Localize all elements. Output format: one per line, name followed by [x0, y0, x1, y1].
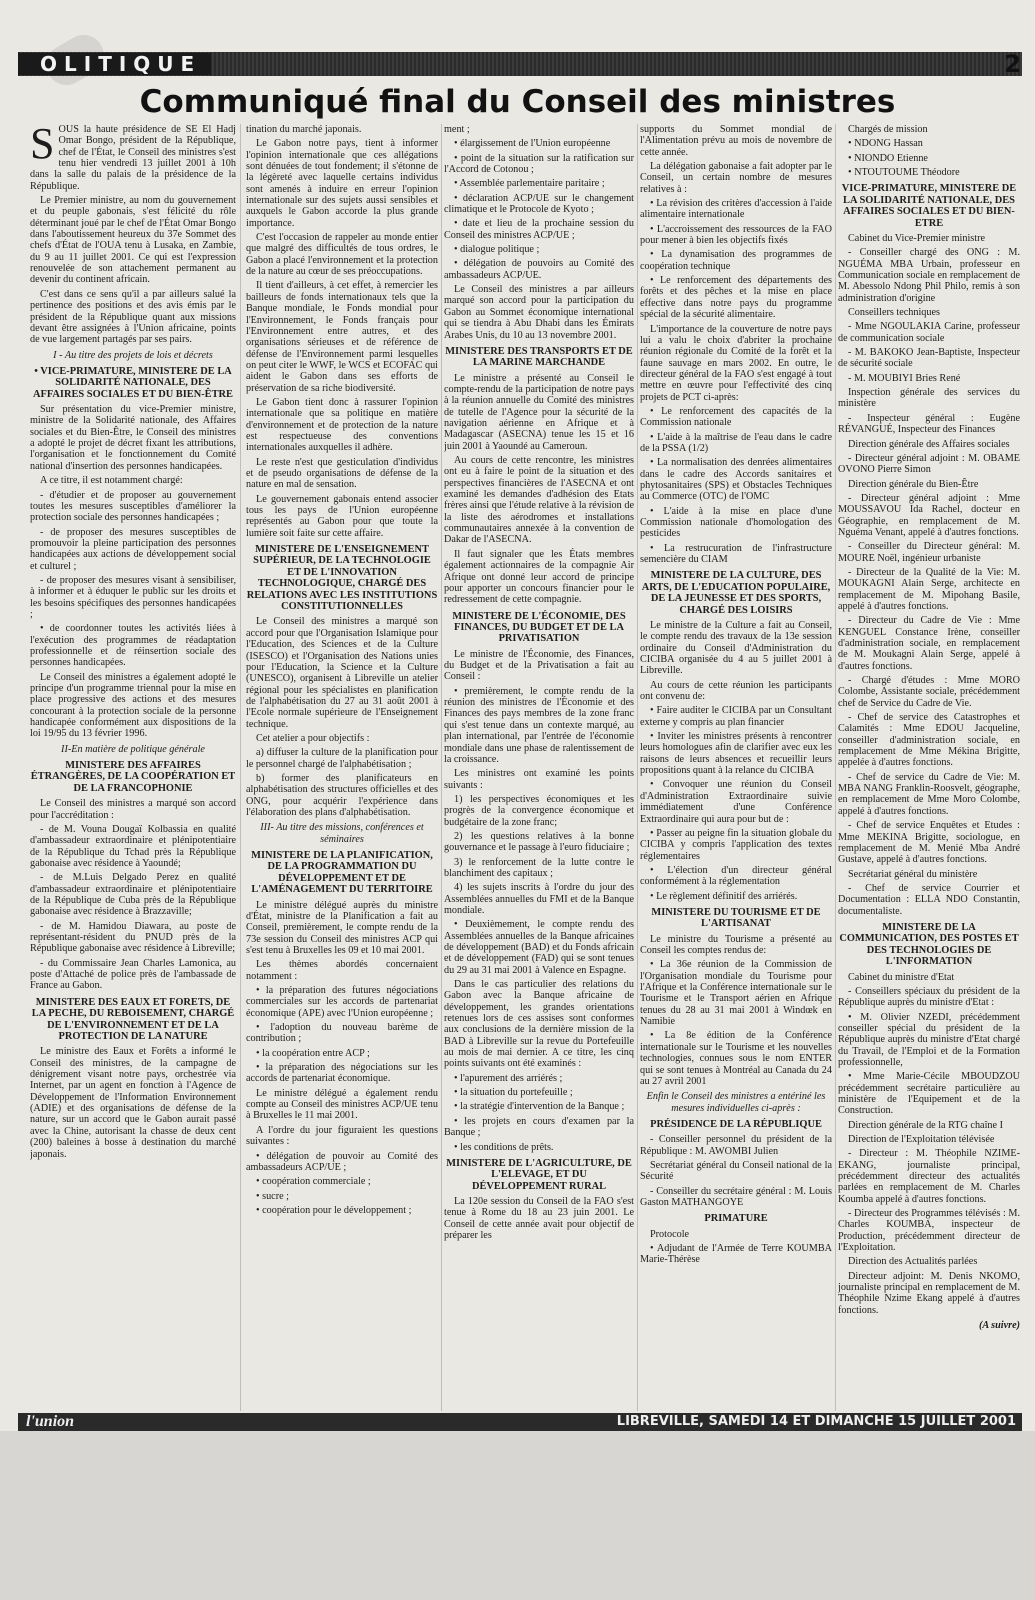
ministry-heading: MINISTERE DES EAUX ET FORETS, DE LA PECHE, DU REBOISEMENT, CHARGÉ DE L'ENVIRONNEMENT ET DE LA PROTECTION DE LA NATURE — [31, 996, 235, 1042]
paragraph: • Passer au peigne fin la situation globale du CICIBA y compris l'application des textes réglementaires — [640, 827, 832, 862]
article-column-2 — [246, 124, 438, 1411]
ministry-heading: MINISTERE DE LA PLANIFICATION, DE LA PROGRAMMATION DU DÉVELOPPEMENT ET DE L'AMÉNAGEMENT DU TERRITOIRE — [251, 850, 433, 896]
column-rule — [441, 124, 442, 1411]
paragraph: • l'apurement des arriérés ; — [454, 1072, 563, 1084]
paragraph: Inspection générale des services du ministère — [838, 387, 1020, 410]
paragraph: 2) les questions relatives à la bonne gouvernance et le passage à l'euro fiduciaire ; — [444, 830, 634, 854]
paragraph: • l'adoption du nouveau barème de contribution ; — [246, 1022, 438, 1045]
subsection-title: III- Au titre des missions, conférences et séminaires — [260, 822, 424, 845]
paragraph: 3) le renforcement de la lutte contre le blanchiment des capitaux ; — [444, 856, 634, 879]
paragraph: • La restrucuration de l'infrastructure semencière du CIAM — [640, 542, 832, 566]
ministry-heading: MINISTERE DE L'ÉCONOMIE, DES FINANCES, DU BUDGET ET DE LA PRIVATISATION — [452, 610, 626, 645]
paragraph: C'est dans ce sens qu'il a par ailleurs salué la pertinence des positions et des avis émis par le président de la République quant aux missions devant être assignées à l'Union africaine, points de vue largement partagés par ses pairs. — [30, 288, 236, 346]
paragraph: • de coordonner toutes les activités liées à l'exécution des programmes de réadaptation professionnelle et de réinsertion sociale des personnes handicapées. — [30, 623, 236, 669]
paragraph: Cabinet du Vice-Premier ministre — [848, 233, 985, 244]
paragraph: • Faire auditer le CICIBA par un Consultant externe y compris au plan financier — [640, 705, 832, 728]
paragraph: - Directeur général adjoint : M. OBAME OVONO Pierre Simon — [838, 452, 1020, 476]
article-column-4 — [640, 124, 832, 1411]
paragraph: • la situation du portefeuille ; — [454, 1087, 573, 1099]
paragraph: La 120e session du Conseil de la FAO s'est tenue à Rome du 18 au 23 juin 2001. Le Conseil de cette année avait pour objectif de préparer les — [444, 1196, 634, 1242]
paragraph: - Conseillers spéciaux du président de la République auprès du ministre d'Etat : — [838, 985, 1020, 1009]
ministry-heading: MINISTERE DE L'ENSEIGNEMENT SUPÉRIEUR, DE LA TECHNOLOGIE ET DE L'INNOVATION TECHNOLOGIQUE, CHARGÉ DES RELATIONS AVEC LES INSTITUTIONS CONSTITUTIONNELLES — [246, 544, 438, 613]
paragraph: Direction générale de la RTG chaîne I — [848, 1119, 1003, 1131]
paragraph: Les thèmes abordés concernaient notamment : — [246, 959, 438, 982]
paragraph: Le Conseil des ministres a par ailleurs marqué son accord pour la participation du Gabon au Sommet économique international qui se tiendra à Abu Dhabi dans les Émirats Arabes Unis, du 10 au 13 novembre 2001. — [444, 284, 634, 341]
paragraph: • la préparation des négociations sur les accords de partenariat économique. — [246, 1062, 438, 1085]
column-rule — [240, 124, 241, 1411]
paragraph: Cabinet du ministre d'Etat — [848, 971, 955, 983]
paragraph: • L'élection d'un directeur général conformément à la réglementation — [640, 864, 832, 888]
paragraph: • coopération pour le développement ; — [256, 1204, 412, 1216]
paragraph: • NIONDO Etienne — [848, 152, 928, 164]
ministry-heading: PRIMATURE — [704, 1213, 768, 1225]
paragraph: Direction des Actualités parlées — [848, 1256, 978, 1268]
paragraph: supports du Sommet mondial de l'Alimentation prévu au mois de novembre de cette année. — [640, 124, 832, 158]
paragraph: Le ministre délégué auprès du ministre d'État, ministre de la Planification a fait au Conseil, premièrement, le compte rendu de la 73e session du Conseil des ministres ACP qui s'est tenu à Bruxelles les 09 et 10 mai 2001. — [246, 899, 438, 956]
paragraph: • Le renforcement des départements des forêts et des pêches et la mise en place effective dans notre pays du programme spécial de la sécurité alimentaire. — [640, 275, 832, 321]
paragraph: • La 8e édition de la Conférence internationale sur le Tourisme et les nouvelles technologies, connues sous le nom ENTER qui se sont tenues à Montréal au Canada du 24 au 27 avril 2001 — [640, 1030, 832, 1087]
paragraph: Le Conseil des ministres a également adopté le principe d'un programme triennal pour la mise en place progressive des actions et des mesures concourant à la protection sociale de la personne handicapée conformément aux dispositions de la loi 19/95 du 13 février 1996. — [30, 671, 236, 740]
paragraph: Le Gabon tient donc à rassurer l'opinion internationale que sa politique en matière d'environnement et de protection de la nature est respectueuse des conventions internationales auxquelles il adhère. — [246, 396, 438, 454]
page-margin — [0, 1431, 1035, 1600]
paragraph: Le ministre a présenté au Conseil le compte-rendu de la participation de notre pays à la réunion annuelle du Comité des ministres de tutelle de l'Agence pour la sécurité de la navigation aérienne en Afrique et à Madagascar (ASECNA) tenue les 15 et 16 juin 2001 à Yaoundé au Cameroun. — [444, 372, 634, 452]
paragraph: Le ministre des Eaux et Forêts a informé le Conseil des ministres, de la campagne de dénigrement visant notre pays, orchestrée via Internet, par un agent en fonction à l'Agence de Développement de l'Information Environnement (ADIE) et des organisations de défense de la nature, sur un accord que le Gabon aurait passé avec la Chine, autorisant la chasse de deux cent (200) baleines à bosse à destination du marché japonais. — [30, 1046, 236, 1160]
paragraph: • L'aide à la maîtrise de l'eau dans le cadre de la PSSA (1/2) — [640, 431, 832, 454]
paragraph — [30, 124, 236, 192]
paragraph: • dialogue politique ; — [454, 244, 540, 256]
paragraph: • Assemblée parlementaire paritaire ; — [454, 178, 605, 190]
drop-cap: S — [30, 124, 55, 168]
issue-date: LIBREVILLE, SAMEDI 14 ET DIMANCHE 15 JUILLET 2001 — [616, 1414, 1016, 1429]
paragraph: Sur présentation du vice-Premier ministre, ministre de la Solidarité nationale, des Affaires sociales et du Bien-Être, le Conseil des ministres a adopté le projet de décret fixant les attributions, l'organisation et le fonctionnement du Comité national d'insertion des personnes handicapées. — [30, 404, 236, 472]
paragraph: - d'étudier et de proposer au gouvernement toutes les mesures susceptibles d'améliorer la protection sociale des personnes handicapées ; — [30, 489, 236, 524]
paragraph: Le ministre de la Culture a fait au Conseil, le compte rendu des travaux de la 13e session ordinaire du Conseil d'Administration du CICIBA organisée du 4 au 5 juillet 2001 à Libreville. — [640, 620, 832, 677]
paragraph: • Le règlement définitif des arriérés. — [650, 890, 798, 902]
subsection-title: Enfin le Conseil des ministres a entériné les mesures individuelles ci-après : — [646, 1091, 826, 1114]
paragraph: • délégation de pouvoirs au Comité des ambassadeurs ACP/UE. — [444, 258, 634, 281]
paragraph: - Conseiller du secrétaire général : M. Louis Gaston MATHANGOYE — [640, 1185, 832, 1208]
paragraph: • la stratégie d'intervention de la Banque ; — [454, 1101, 625, 1113]
ministry-heading: MINISTERE DU TOURISME ET DE L'ARTISANAT — [651, 906, 821, 930]
paragraph: Cet atelier a pour objectifs : — [256, 732, 370, 744]
paragraph: A ce titre, il est notamment chargé: — [40, 475, 183, 487]
to-be-continued: (A suivre) — [978, 1320, 1020, 1332]
paragraph: • la préparation des futures négociations commerciales sur les accords de partenariat économique (APE) avec l'Union européenne ; — [246, 985, 438, 1019]
paragraph: Le Premier ministre, au nom du gouvernement et du peuple gabonais, s'est félicité du rôle déterminant joué par le chef de l'État Omar Bongo dans l'aboutissement heureux du 37e Sommet des chefs d'État de l'OUA tenu à Lusaka, en Zambie, du 9 au 11 juillet 2001. Ce qui est l'expression renouvelée de son attachement permanent au devenir du continent africain. — [30, 195, 236, 286]
paragraph-text: OUS la haute présidence de SE El Hadj Omar Bongo, président de la République, chef de l'État, le Conseil des ministres s'est tenu hier vendredi 13 juillet 2001 à 10h dans la salle du palais de la présidence de la République. — [30, 124, 236, 192]
paragraph: Le ministre délégué a également rendu compte au Conseil des ministres ACP/UE tenu à Bruxelles le 11 mai 2001. — [246, 1087, 438, 1122]
paragraph: C'est l'occasion de rappeler au monde entier que malgré des difficultés de tous ordres, le Gabon a placé l'environnement et la protection de la nature au cœur de ses préoccupations. — [246, 232, 438, 278]
paragraph: - Chef de service des Catastrophes et Calamités : Mme EDOU Jacqueline, conseiller d'administration sociale, en remplacement de Mme Mékina Brigitte, appelée à d'autres fonctions. — [838, 712, 1020, 769]
paragraph: • L'aide à la mise en place d'une Commission nationale d'homologation des pesticides — [640, 505, 832, 540]
paragraph: - du Commissaire Jean Charles Lamonica, au poste d'Attaché de police près de l'ambassade de France au Gabon. — [30, 957, 236, 992]
paragraph: Il faut signaler que les États membres également actionnaires de la compagnie Air Afrique ont donné leur accord de principe pour apporter un concours financier pour le redressement de cette compagnie. — [444, 548, 634, 606]
column-rule — [835, 124, 836, 1411]
paragraph: - Directeur : M. Théophile NZIME-EKANG, journaliste principal, précédemment directeur des actualités parlées en remplacement de M. Charles Koumba appelé à d'autres fonctions. — [838, 1148, 1020, 1205]
article-column-1 — [30, 124, 236, 1411]
paragraph: Direction générale des Affaires sociales — [848, 438, 1010, 450]
paragraph: Le ministre du Tourisme a présenté au Conseil les comptes rendus de: — [640, 933, 832, 957]
paragraph: • Adjudant de l'Armée de Terre KOUMBA Marie-Thérèse — [640, 1243, 832, 1266]
paragraph: Dans le cas particulier des relations du Gabon avec la Banque africaine de développement, les grandes orientations retenues lors de ces assises sont conformes aux conclusions de la dernière mission de la BAD à Libreville sur la revue du Portefeuille au mois de mai dernier. A ce titre, les cinq points suivants ont été examinés : — [444, 979, 634, 1070]
paragraph: • la coopération entre ACP ; — [256, 1047, 370, 1059]
column-rule — [637, 124, 638, 1411]
subsection-title: II-En matière de politique générale — [61, 743, 205, 755]
paragraph: • L'accroissement des ressources de la FAO pour mener à bien les objectifs fixés — [640, 223, 832, 247]
paragraph: Le Conseil des ministres a marqué son accord pour l'accréditation : — [30, 798, 236, 821]
ministry-heading: MINISTERE DES TRANSPORTS ET DE LA MARINE MARCHANDE — [445, 345, 633, 369]
paragraph: • date et lieu de la prochaine session du Conseil des ministres ACP/UE ; — [444, 218, 634, 241]
paragraph: - Directeur du Cadre de Vie : Mme KENGUEL Constance Irène, conseiller d'administration sociale, en remplacement de M. Moukagni Alain Serge, appelé à d'autres fonctions. — [838, 615, 1020, 672]
paragraph: • point de la situation sur la ratification sur l'Accord de Cotonou ; — [444, 152, 634, 176]
paragraph: Le ministre de l'Économie, des Finances, du Budget et de la Privatisation a fait au Conseil : — [444, 648, 634, 683]
article-column-5 — [838, 124, 1020, 1411]
ministry-heading: PRÉSIDENCE DE LA RÉPUBLIQUE — [650, 1118, 822, 1130]
paragraph: • les projets en cours d'examen par la Banque ; — [444, 1115, 634, 1139]
paragraph: - Directeur général adjoint : Mme MOUSSAVOU Ida Rachel, docteur en Géographie, en remplacement de M. Nguéma Venant, appelé à d'autres fonctions. — [838, 492, 1020, 538]
paragraph: • Inviter les ministres présents à rencontrer leurs homologues afin de clarifier avec eux les raisons de leurs absences et recueillir leurs propositions quant à la relance du CICIBA — [640, 731, 832, 777]
ministry-heading: MINISTERE DE LA COMMUNICATION, DES POSTES ET DES TECHNOLOGIES DE L'INFORMATION — [839, 921, 1019, 968]
section-title: OLITIQUE — [18, 53, 211, 75]
paragraph: Direction générale du Bien-Être — [848, 478, 979, 490]
paragraph: • NTOUTOUME Théodore — [848, 167, 960, 179]
newspaper-logo: l'union — [26, 1413, 75, 1430]
paragraph: • coopération commerciale ; — [256, 1176, 371, 1188]
paragraph: Chargés de mission — [848, 124, 928, 135]
paragraph: Le Conseil des ministres a marqué son accord pour que l'Organisation Islamique pour l'Education, des Sciences et de la Culture (ISESCO) et l'Organisation des Nations unies pour l'Education, la Science et la Culture (UNESCO), organisent à Libreville un atelier régional pour les spécialistes en planification de l'alphabétisation du 27 au 31 août 2001 à l'Ecole normale supérieure de l'Enseignement technique. — [246, 616, 438, 730]
ministry-heading: VICE-PRIMATURE, MINISTERE DE LA SOLIDARITÉ NATIONALE, DES AFFAIRES SOCIALES ET DU BIEN-ETRE — [841, 183, 1017, 229]
paragraph: - de M. Hamidou Diawara, au poste de représentant-résident du PNUD près de la République gabonaise avec résidence à Libreville; — [30, 920, 236, 955]
paragraph: - de M. Vouna Dougaï Kolbassia en qualité d'ambassadeur extraordinaire et plénipotentiaire de la République du Tchad près la République gabonaise avec résidence à Yaoundé; — [30, 823, 236, 869]
paragraph: - Conseiller personnel du président de la République : M. AWOMBI Julien — [640, 1134, 832, 1157]
paragraph: - Chef de service Courrier et Documentation : ELLA NDO Constantin, documentaliste. — [838, 882, 1020, 917]
paragraph: Au cours de cette rencontre, les ministres ont eu à faire le point de la situation et des perspectives financières de l'ASECNA et ont examiné les demandes d'adhésion des Etats frères ainsi que l'étude relative à la révision de la liste des aérodromes et installations communautaires annexée à la convention de Dakar de l'ASECNA. — [444, 455, 634, 546]
paragraph: b) former des planificateurs en alphabétisation des structures officielles et des ONG, pour acquérir l'expérience dans l'élaboration des plans d'alphabétisation. — [246, 772, 438, 818]
paragraph: Le reste n'est que gesticulation d'individus et de pseudo organisations de défense de la nature en mal de sensation. — [246, 456, 438, 491]
paragraph: - de M.Luis Delgado Perez en qualité d'ambassadeur extraordinaire et plénipotentiaire de la République de Cuba près de la République gabonaise avec résidence à Brazzaville; — [30, 872, 236, 918]
paragraph: Secrétariat général du Conseil national de la Sécurité — [640, 1159, 832, 1183]
paragraph: - Chef de service Enquêtes et Etudes : Mme MEKINA Brigitte, sociologue, en remplacement de M. Menié Mba André Gustave, appelé à d'autres fonctions. — [838, 820, 1020, 866]
paragraph: 4) les sujets inscrits à l'ordre du jour des Assemblées annuelles du FMI et de la Banque mondiale. — [444, 882, 634, 916]
footer-bar — [18, 1413, 1022, 1431]
paragraph: • Le renforcement des capacités de la Commission nationale — [640, 405, 832, 429]
paragraph: Directeur adjoint: M. Denis NKOMO, journaliste principal en remplacement de M. Théophile Nzime Ekang appelé à d'autres fonctions. — [838, 1270, 1020, 1316]
paragraph: - M. MOUBIYI Bries René — [848, 372, 961, 384]
paragraph: L'importance de la couverture de notre pays lui a valu le choix d'abriter la prochaine réunion régionale du Comité de la forêt et la faune sauvage en mars 2002. En outre, le directeur général de la FAO s'est engagé à tout mettre en œuvre pour l'effectivité des cinq projets de PCT ci-après: — [640, 323, 832, 403]
ministry-heading: MINISTERE DES AFFAIRES ÉTRANGÈRES, DE LA COOPÉRATION ET DE LA FRANCOPHONIE — [30, 760, 236, 794]
paragraph: 1) les perspectives économiques et les progrès de la convergence économique et budgétaire de la zone franc; — [444, 793, 634, 828]
paragraph: tination du marché japonais. — [246, 124, 362, 135]
paragraph: - Directeur des Programmes télévisés : M. Charles KOUMBA, inspecteur de Production, précédemment directeur de l'Exploitation. — [838, 1208, 1020, 1254]
paragraph: Il tient d'ailleurs, à cet effet, à remercier les bailleurs de fonds internationaux tels que la Banque mondiale, le Fonds mondial pour l'Environnement, le Fonds français pour l'Environnement entre autres, et des organisations sérieuses et de référence de défense de l'Environnement parmi lesquelles on peut citer le WWF, le WCS et ECOFAC qui aident le Gabon dans ses efforts de préservation de sa riche biodiversité. — [246, 280, 438, 394]
paragraph: • les conditions de prêts. — [454, 1141, 554, 1153]
paragraph: - Conseiller du Directeur général: M. MOURE Noël, ingénieur urbaniste — [838, 541, 1020, 564]
paragraph: • sucre ; — [256, 1190, 289, 1202]
paragraph: Au cours de cette réunion les participants ont convenu de: — [640, 679, 832, 703]
paragraph: - Chef de service du Cadre de Vie: M. MBA NANG Franklin-Roosvelt, géographe, en remplacement de Mme Moro Colombe, appelé à d'autres fonctions. — [838, 771, 1020, 817]
paragraph: - Conseiller chargé des ONG : M. NGUÉMA MBA Urbain, professeur en Communication sociale en remplacement de M. Abessolo Ndong Phil Philo, remis à son administration d'origine — [838, 247, 1020, 304]
article-column-3 — [444, 124, 634, 1411]
paragraph: • NDONG Hassan — [848, 138, 923, 150]
paragraph: - de proposer des mesures susceptibles de promouvoir la pleine participation des personnes handicapées aux actions de développement social et culturel ; — [30, 526, 236, 572]
paragraph: ment ; — [444, 124, 470, 135]
ministry-heading: MINISTERE DE L'AGRICULTURE, DE L'ELEVAGE, ET DU DÉVELOPPEMENT RURAL — [446, 1157, 632, 1192]
paragraph: • La 36e réunion de la Commission de l'Organisation mondiale du Tourisme pour l'Afrique et la Conférence internationale sur le Tourisme et le Transport aérien en Afrique tenues du 28 au 31 mai 2001 à Windœk en Namibie — [640, 959, 832, 1028]
paragraph: - de proposer des mesures visant à sensibiliser, à informer et à éduquer le public sur les droits et les besoins spécifiques des personnes handicapées ; — [30, 574, 236, 620]
paragraph: Les ministres ont examiné les points suivants : — [444, 768, 634, 791]
paragraph: A l'ordre du jour figuraient les questions suivantes : — [246, 1124, 438, 1148]
ministry-heading: • VICE-PRIMATURE, MINISTERE DE LA SOLIDARITÉ NATIONALE, DES AFFAIRES SOCIALES ET DU BIEN-ÊTRE — [33, 365, 233, 400]
paragraph: • premièrement, le compte rendu de la réunion des ministres de l'Économie et des Finances des pays membres de la zone franc qui s'est tenue dans un contexte marqué, au plan international, par l'entrée de l'économie mondiale dans une phase de ralentissement de la croissance. — [444, 685, 634, 765]
paragraph: Conseillers techniques — [848, 307, 940, 319]
paragraph: • déclaration ACP/UE sur le changement climatique et le Protocole de Kyoto ; — [444, 192, 634, 216]
headline: Communiqué final du Conseil des ministres — [139, 84, 896, 120]
paragraph: • délégation de pouvoir au Comité des ambassadeurs ACP/UE ; — [246, 1150, 438, 1173]
paragraph: • Mme Marie-Cécile MBOUDZOU précédemment secrétaire particulière au ministère de l'Equipement et de la Construction. — [838, 1071, 1020, 1117]
paragraph: • M. Olivier NZEDI, précédemment conseiller spécial du président de la République auprès du ministre d'Etat chargé du Travail, de l'Emploi et de la Formation professionnelle, — [838, 1011, 1020, 1068]
paragraph: - M. BAKOKO Jean-Baptiste, Inspecteur de sécurité sociale — [838, 347, 1020, 370]
paragraph: Direction de l'Exploitation télévisée — [848, 1134, 995, 1145]
paragraph: • Convoquer une réunion du Conseil d'Administration Extraordinaire suivie immédiatement d'une Conférence Extraordinaire qui aura pour but de : — [640, 779, 832, 825]
paragraph: - Directeur de la Qualité de la Vie: M. MOUKAGNI Alain Serge, architecte en remplacement de M. Mipohang Basile, appelé à d'autres fonctions. — [838, 566, 1020, 612]
paragraph: • La dynamisation des programmes de coopération technique — [640, 249, 832, 272]
paragraph: • La normalisation des denrées alimentaires dans le cadre des Accords sanitaires et phytosanitaires (SPS) et Obstacles Techniques au Commerce (OTC) de l'OMC — [640, 457, 832, 503]
paragraph: • élargissement de l'Union européenne — [454, 138, 611, 150]
paragraph: - Chargé d'études : Mme MORO Colombe, Assistante sociale, précédemment chef de Service du Cadre de Vie. — [838, 675, 1020, 709]
paragraph: • Deuxièmement, le compte rendu des Assemblées annuelles de la Banque africaines de développement (BAD) et du Fonds africain et de développement (FAD) qui se sont tenues du 29 au 31 mai 2001 à Valence en Espagne. — [444, 919, 634, 976]
paragraph: - Inspecteur général : Eugène RÉVANGUÉ, Inspecteur des Finances — [838, 412, 1020, 436]
subsection-title: I - Au titre des projets de lois et décrets — [53, 349, 213, 361]
paragraph: Le Gabon notre pays, tient à informer l'opinion internationale que ces allégations sont dénuées de tout fondement; il s'étonne de la légèreté avec laquelle certains individus sont amenés à induire en erreur l'opinion internationale sur des sujets aussi sensibles et auxquels le Gabon accorde la plus grande importance. — [246, 138, 438, 229]
paragraph: La délégation gabonaise a fait adopter par le Conseil, un certain nombre de mesures relatives à : — [640, 161, 832, 195]
paragraph: a) diffuser la culture de la planification pour le personnel chargé de l'alphabétisation ; — [246, 747, 438, 770]
paragraph: Protocole — [650, 1228, 690, 1240]
page-number: 2 — [1004, 50, 1021, 78]
paragraph: Le gouvernement gabonais entend associer tous les pays de l'Union européenne représentés au Gabon pour que toute la lumière soit faite sur cette affaire. — [246, 493, 438, 539]
paragraph: Secrétariat général du ministère — [848, 868, 978, 880]
ministry-heading: MINISTERE DE LA CULTURE, DES ARTS, DE L'EDUCATION POPULAIRE, DE LA JEUNESSE ET DES SPORTS, CHARGÉ DES LOISIRS — [641, 570, 831, 616]
paragraph: • La révision des critères d'accession à l'aide alimentaire internationale — [640, 198, 832, 221]
paragraph: - Mme NGOULAKIA Carine, professeur de communication sociale — [838, 321, 1020, 344]
